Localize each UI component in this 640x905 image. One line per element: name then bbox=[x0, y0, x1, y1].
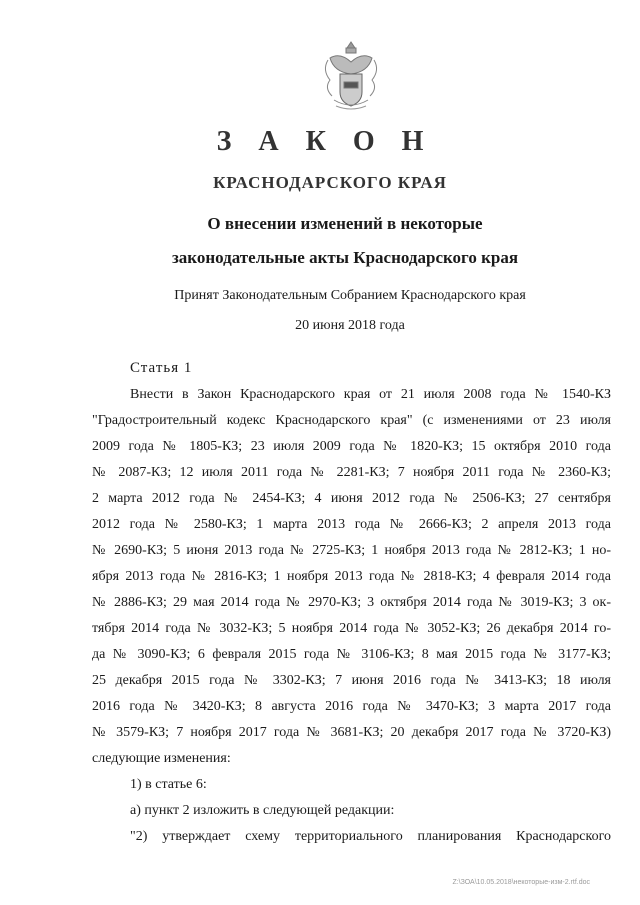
article-text-line: да № 3090-КЗ; 6 февраля 2015 года № 3106-КЗ; 8 мая 2015 года № 3177-КЗ; bbox=[92, 647, 611, 662]
article-text-line: тября 2014 года № 3032-КЗ; 5 ноября 2014 года № 3052-КЗ; 26 декабря 2014 го- bbox=[92, 621, 611, 636]
amendment-item-a: а) пункт 2 изложить в следующей редакции: bbox=[130, 803, 395, 818]
subject-line-2: законодательные акты Краснодарского края bbox=[171, 248, 519, 267]
article-text-line: ября 2013 года № 2816-КЗ; 1 ноября 2013 года № 2818-КЗ; 4 февраля 2014 года bbox=[92, 569, 611, 584]
article-text-line: № 2087-КЗ; 12 июля 2011 года № 2281-КЗ; 7 ноября 2011 года № 2360-КЗ; bbox=[92, 465, 611, 480]
subject-line-1: О внесении изменений в некоторые bbox=[207, 214, 483, 233]
article-text-line: 25 декабря 2015 года № 3302-КЗ; 7 июня 2016 года № 3413-КЗ; 18 июля bbox=[92, 673, 611, 688]
article-text-line: № 3579-КЗ; 7 ноября 2017 года № 3681-КЗ; 20 декабря 2017 года № 3720-КЗ) bbox=[92, 725, 611, 740]
adopted-date: 20 июня 2018 года bbox=[295, 318, 405, 333]
adopted-line-1: Принят Законодательным Собранием Краснодарского края bbox=[174, 288, 526, 303]
document-region: КРАСНОДАРСКОГО КРАЯ bbox=[213, 173, 447, 192]
amendment-item-1: 1) в статье 6: bbox=[130, 777, 207, 792]
article-text-line: 2009 года № 1805-КЗ; 23 июля 2009 года № 1820-КЗ; 15 октября 2010 года bbox=[92, 439, 611, 454]
article-text-line: 2 марта 2012 года № 2454-КЗ; 4 июня 2012 года № 2506-КЗ; 27 сентября bbox=[92, 491, 611, 506]
amendment-quote: "2) утверждает схему территориального планирования Краснодарского bbox=[130, 829, 611, 844]
article-text-line: 2012 года № 2580-КЗ; 1 марта 2013 года № 2666-КЗ; 2 апреля 2013 года bbox=[92, 517, 611, 532]
article-text-line: 2016 года № 3420-КЗ; 8 августа 2016 года № 3470-КЗ; 3 марта 2017 года bbox=[92, 699, 611, 714]
article-text-line: "Градостроительный кодекс Краснодарского края" (с изменениями от 23 июля bbox=[92, 413, 611, 428]
article-heading: Статья 1 bbox=[130, 360, 193, 376]
coat-of-arms-icon bbox=[318, 38, 384, 116]
document-title: З А К О Н bbox=[216, 126, 434, 157]
article-text-line: № 2690-КЗ; 5 июня 2013 года № 2725-КЗ; 1 ноября 2013 года № 2812-КЗ; 1 но- bbox=[92, 543, 611, 558]
article-text-line: следующие изменения: bbox=[92, 751, 231, 766]
file-reference: Z:\ЗОА\10.05.2018\некоторые-изм-2.rtf.doc bbox=[452, 879, 590, 886]
article-text-line: Внести в Закон Краснодарского края от 21 июля 2008 года № 1540-КЗ bbox=[130, 387, 611, 402]
article-text-line: № 2886-КЗ; 29 мая 2014 года № 2970-КЗ; 3 октября 2014 года № 3019-КЗ; 3 ок- bbox=[92, 595, 611, 610]
